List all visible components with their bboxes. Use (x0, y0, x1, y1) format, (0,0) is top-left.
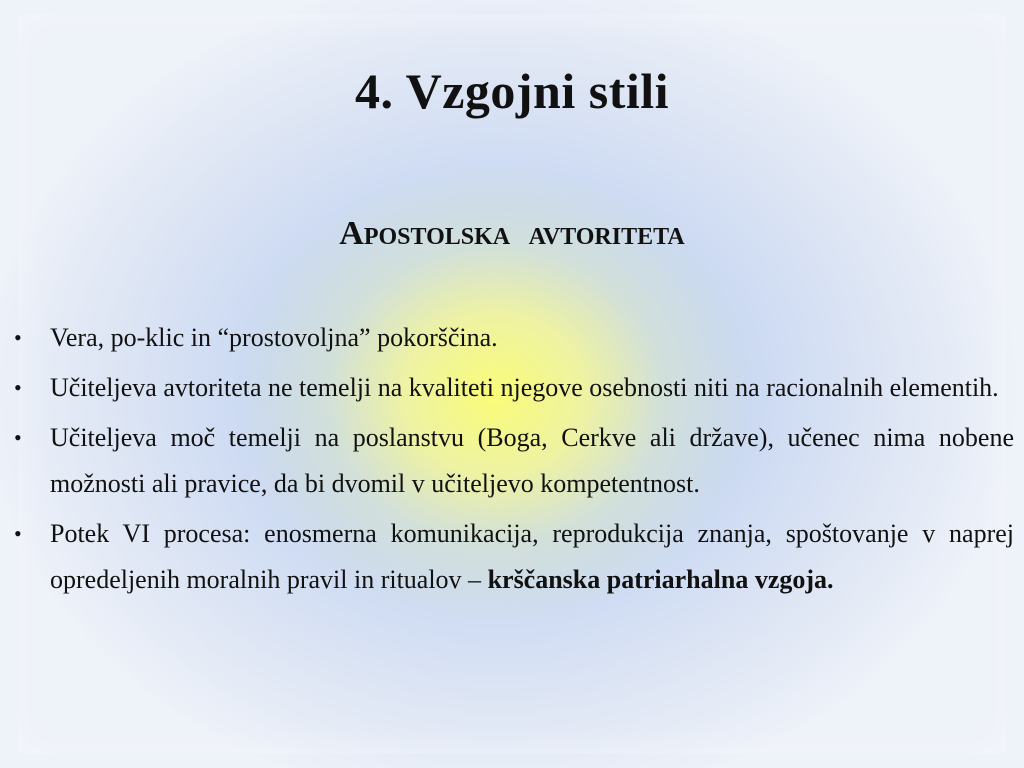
bullet-dot-icon: • (14, 325, 22, 350)
bullet-item (12, 365, 1014, 411)
bullet-text: Potek VI procesa: enosmerna komunikacija, reprodukcija znanja, spoštovanje v naprej opredeljenih moralnih pravil in ritualov – (50, 519, 1014, 594)
slide-title: 4. Vzgojni stili (354, 63, 670, 119)
bullet-item (12, 315, 1014, 361)
bullet-item (12, 415, 1014, 507)
bullet-list (12, 315, 1014, 607)
slide-subtitle: Apostolska avtoriteta (339, 215, 685, 252)
bullet-text: Učiteljeva avtoriteta ne temelji na kvaliteti njegove osebnosti niti na racionalnih elementih. (50, 373, 999, 402)
bullet-dot-icon: • (14, 375, 22, 400)
bullet-text: Vera, po-klic in “prostovoljna” pokorščina. (50, 323, 498, 352)
bullet-text: Učiteljeva moč temelji na poslanstvu (Boga, Cerkve ali države), učenec nima nobene možnosti ali pravice, da bi dvomil v učiteljevo kompetentnost. (50, 423, 1014, 498)
bullet-item (12, 511, 1014, 603)
bullet-dot-icon: • (14, 425, 22, 450)
bullet-dot-icon: • (14, 521, 22, 546)
bullet-bold-text: krščanska patriarhalna vzgoja. (487, 565, 834, 594)
